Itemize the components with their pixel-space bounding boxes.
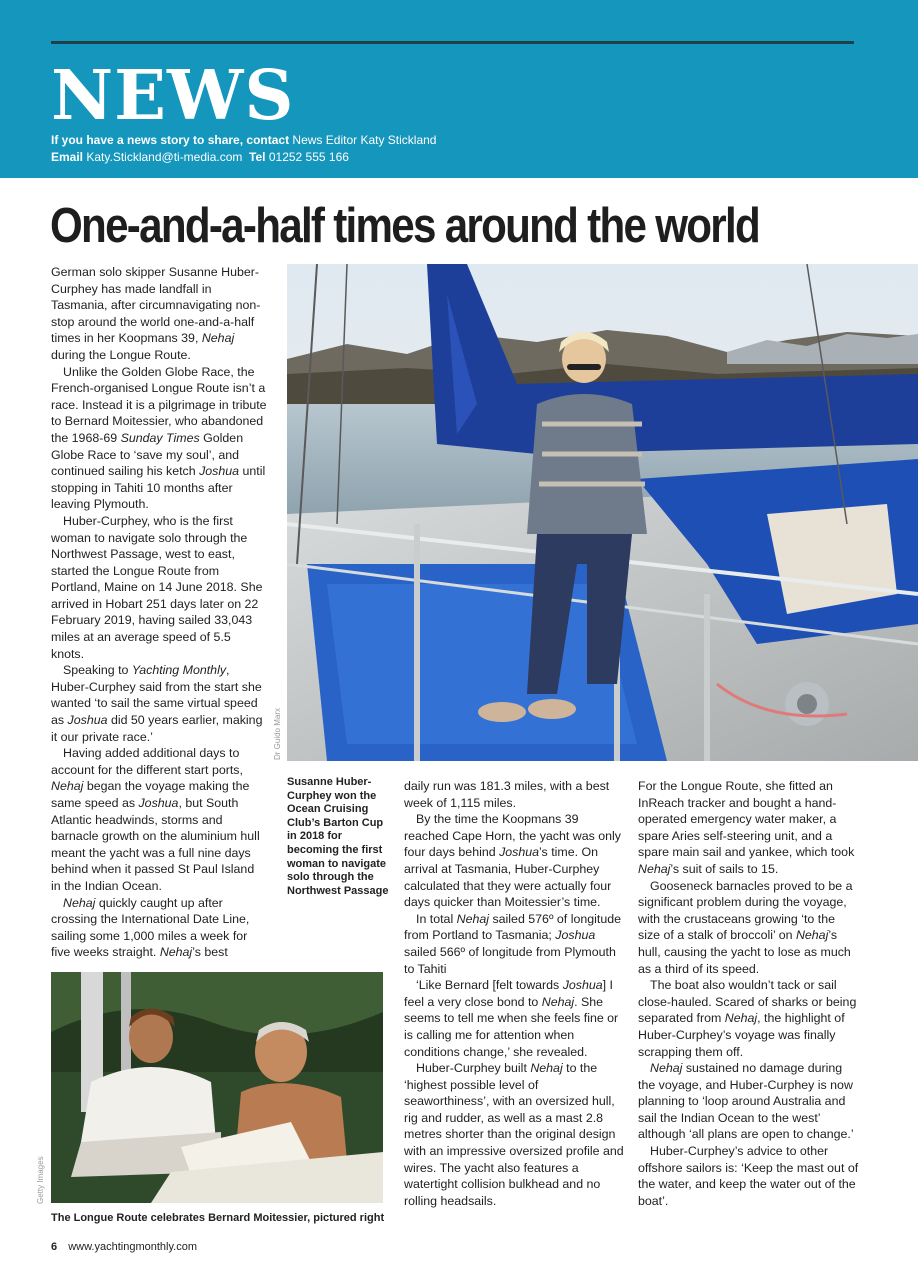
paragraph: Speaking to Yachting Monthly, Huber-Curphey said from the start she wanted ‘to sail the same virtual speed as Joshua did 50 years earlier, making it our private race.’: [51, 663, 263, 744]
paragraph: Huber-Curphey built Nehaj to the ‘highest possible level of seaworthiness’, with an oversized hull, rig and rudder, as well as a mast 2.8 metres shorter than the original design with an impressive oversized profile and wires. The yacht also features a watertight collision bulkhead and no rolling headsails.: [404, 1061, 624, 1208]
article-column-2: [404, 778, 624, 1209]
contact-prompt: If you have a news story to share, contact: [51, 133, 290, 147]
page-footer: [51, 1240, 197, 1254]
contact-editor: News Editor Katy Stickland: [292, 133, 437, 147]
tel-label: Tel: [249, 150, 266, 164]
article-column-3: [638, 778, 860, 1209]
contact-details-line: [51, 149, 349, 165]
paragraph: Gooseneck barnacles proved to be a significant problem during the voyage, with the crustaceans growing ‘to the size of a stalk of broccoli’ on Nehaj’s hull, causing the yacht to lose as much as a third of its speed.: [638, 878, 853, 976]
header-rule: [51, 41, 854, 44]
tel-number: 01252 555 166: [268, 150, 349, 164]
paragraph: The boat also wouldn’t tack or sail close-hauled. Scared of sharks or being separated from Nehaj, the highlight of Huber-Curphey’s voyage was finally scrapping them off.: [638, 978, 857, 1059]
page-number: 6: [51, 1241, 58, 1253]
main-photo-caption: Susanne Huber-Curphey won the Ocean Cruising Club’s Barton Cup in 2018 for becoming the first woman to navigate solo through the Northwest Passage: [287, 776, 389, 897]
paragraph: By the time the Koopmans 39 reached Cape Horn, the yacht was only four days behind Joshua’s time. On arrival at Tasmania, Huber-Curphey calculated that they were actually four days quicker than Moitessier’s time.: [404, 812, 621, 910]
paragraph: ‘Like Bernard [felt towards Joshua] I feel a very close bond to Nehaj. She seems to tell me when she feels fine or is calling me for attention when conditions change,’ she revealed.: [404, 978, 619, 1059]
paragraph: Having added additional days to account for the different start ports, Nehaj began the voyage making the same speed as Joshua, but South Atlantic headwinds, storms and barnacle growth on the aluminium hull meant the yacht was a full nine days behind when it passed St Paul Island in the Indian Ocean.: [51, 746, 260, 893]
small-photo-caption: The Longue Route celebrates Bernard Moitessier, pictured right: [51, 1212, 385, 1224]
paragraph: Unlike the Golden Globe Race, the French-organised Longue Route isn’t a race. Instead it is a pilgrimage in tribute to Bernard Moitessier, who abandoned the 1968-69 Sunday Times Golden Globe Race to ‘save my soul’, and continued sailing his ketch Joshua until stopping in Tahiti 10 months after leaving Plymouth.: [51, 364, 267, 512]
paragraph: Nehaj quickly caught up after crossing the International Date Line, sailing some 1,000 miles a week for five weeks straight. Nehaj’s best: [51, 895, 250, 960]
news-header-band: [0, 0, 918, 178]
yacht-photo-illustration: [287, 264, 918, 761]
paragraph: Nehaj sustained no damage during the voyage, and Huber-Curphey is now planning to ‘loop around Australia and sail the Indian Ocean to the west’ although ‘all plans are open to change.’: [638, 1061, 854, 1142]
paragraph: Huber-Curphey, who is the first woman to navigate solo through the Northwest Passage, west to east, started the Longue Route from Portland, Maine on 14 June 2018. She arrived in Hobart 251 days later on 22 February 2019, having sailed 33,043 miles at an average speed of 5.5 knots.: [51, 513, 263, 661]
moitessier-photo-illustration: [51, 972, 383, 1203]
news-contact-line: [51, 132, 436, 148]
paragraph: daily run was 181.3 miles, with a best week of 1,115 miles.: [404, 779, 610, 810]
photo-moitessier: [51, 972, 383, 1203]
paragraph: In total Nehaj sailed 576º of longitude from Portland to Tasmania; Joshua sailed 566º of longitude from Plymouth to Tahiti: [404, 911, 621, 976]
photo-huber-curphey-on-yacht: [287, 264, 918, 761]
paragraph: German solo skipper Susanne Huber-Curphey has made landfall in Tasmania, after circumnavigating non-stop around the world one-and-a-half times in her Koopmans 39, Nehaj during the Longue Route.: [51, 265, 261, 362]
email-label: Email: [51, 150, 84, 164]
website-url[interactable]: www.yachtingmonthly.com: [68, 1241, 197, 1253]
article-headline: One-and-a-half times around the world: [50, 199, 759, 253]
photo-credit: Dr Guido Marx: [273, 707, 282, 760]
paragraph: For the Longue Route, she fitted an InReach tracker and bought a hand-operated emergency water maker, a spare Aries self-steering unit, and a spare main sail and yankee, which took Nehaj’s suit of sails to 15.: [638, 779, 855, 876]
section-title: NEWS: [51, 56, 295, 136]
article-column-1: [51, 264, 267, 961]
email-address[interactable]: Katy.Stickland@ti-media.com: [86, 150, 243, 164]
photo-credit: Getty Images: [36, 1156, 45, 1204]
paragraph: Huber-Curphey’s advice to other offshore sailors is: ‘Keep the mast out of the water, and keep the water out of the boat’.: [638, 1144, 859, 1208]
